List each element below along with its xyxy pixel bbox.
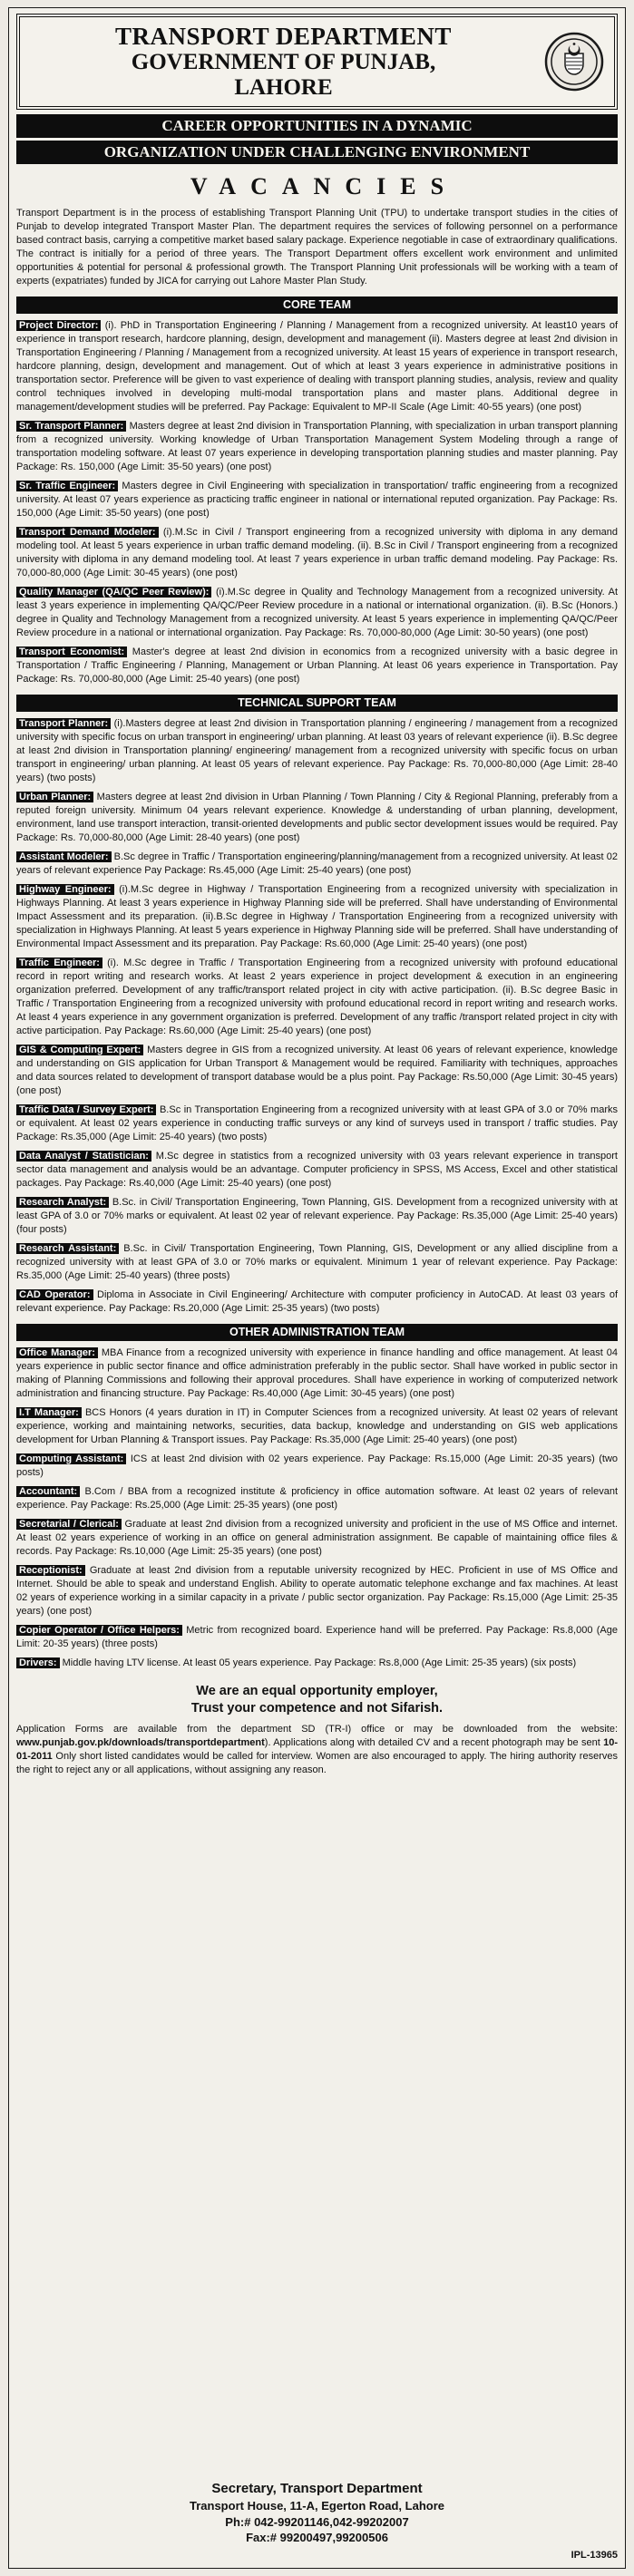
job-entry-traffic-engineer — [16, 957, 618, 1038]
job-description: B.Sc degree in Traffic / Transportation engineering/planning/management from a recognized university. At least 02 years of relevant experience Pay Package: Rs.45,000 (Age Limit: 25-40 years) (one post) — [16, 851, 618, 877]
equal-opportunity-statement — [16, 1683, 618, 1717]
job-title: Sr. Transport Planner: — [16, 421, 126, 432]
job-entry-data-analyst-statistician — [16, 1150, 618, 1191]
fax-numbers: Fax:# 99200497,99200506 — [246, 2531, 388, 2545]
job-description: Masters degree in Civil Engineering with specialization in transportation/ traffic engineering from a recognized university. At least 07 years experience as practicing traffic engineer in national or international reputed organization. Pay Package: Rs. 150,000 (Age Limit: 35-50 years) (one post) — [16, 481, 618, 520]
job-description: (i).Masters degree at least 2nd division in Transportation planning / engineering / management from a recognized university with specific focus on urban transport in engineering/ urban planning. At least 03 years of relevant experience (ii). B.Sc degree at least 2nd division in Transportation planning/ engineering/ management from a recognized university with specific focus on urban transport in engineering/ urban planning. At least 05 years of relevant experience. Pay Package: Rs. 70,000-80,000 (Age Limit: 28-40 years) (two posts) — [16, 718, 619, 784]
phone-numbers: Ph:# 042-99201146,042-99202007 — [225, 2514, 409, 2529]
job-description: Masters degree at least 2nd division in Transportation Planning, with specialization in urban transport planning from a recognized university. Working knowledge of Urban Transportation Management System Modeling through a range of transportation modeling software. At least 07 years experience in developing transportation planning studies and master planning. Pay Package: Rs. 150,000 (Age Limit: 35-50 years) (one post) — [16, 421, 619, 473]
job-entry-accountant — [16, 1485, 618, 1512]
job-description: (i). PhD in Transportation Engineering / Planning / Management from a recognized university. At least10 years of experience in transport research, hardcore planning, design, development and management (ii). Masters degree at least 2nd division in Transportation Engineering / Planning / Management from a recognized university. At least 15 years of experience in transport research, hardcore planning, design, development and management. Out of which at least 3 years experience in administrative positions in transportation sector. Preference will be given to vast experience of dealing with transport planning studies, analysis, review and quality control techniques involved in developing multi-modal transportation plans and master plans. Additional degree in management/development studies will be preferred. Pay Package: Equivalent to MP-II Scale (Age Limit: 40-55 years) (one post) — [16, 320, 618, 413]
job-title: Highway Engineer: — [16, 884, 114, 895]
job-entry-transport-planner — [16, 717, 618, 785]
job-entry-sr-transport-planner — [16, 420, 618, 474]
address: Transport House, 11-A, Egerton Road, Lahore — [190, 2499, 444, 2513]
job-description: (i).M.Sc degree in Quality and Technology Management from a recognized university. At least 3 years experience in implementing QA/QC/Peer Review procedure in a national or international organization. (ii). B.Sc (Honors.) degree in Quality and Technology Management from a recognized university. At least 5 years experience in implementing QA/QC/Peer Review procedure in a national or international organization. Pay Package: Rs. 70,000-80,000 (Age Limit: 30-50 years) (one post) — [16, 587, 618, 639]
job-entry-transport-demand-modeler — [16, 526, 618, 580]
job-description: B.Sc. in Civil/ Transportation Engineering, Town Planning, GIS. Development from a recognized university with at least GPA of 3.0 or 70% marks or equivalent. At least 02 year of relevant experience. Pay Package: Rs.35,000 (Age Limit: 25-40 years) (four posts) — [16, 1197, 618, 1236]
job-description: Masters degree in GIS from a recognized university. At least 06 years of relevant experience, knowledge and understanding on GIS application for Urban Transport & Management would be required. Familiarity with techniques, approaches and data sources related to development of transport database would be a plus point. Pay Package: Rs.50,000 (Age Limit: 30-45 years) (one post) — [16, 1045, 619, 1097]
application-text: Application Forms are available from the department SD (TR-I) office or may be downloaded from the website: — [16, 1724, 618, 1735]
job-title: Transport Economist: — [16, 646, 127, 657]
department-title: TRANSPORT DEPARTMENT — [115, 23, 452, 50]
ipl-reference-number: IPL-13965 — [571, 2550, 618, 2561]
job-description: B.Sc in Transportation Engineering from a recognized university with at least GPA of 3.0 or 70% marks or equivalent. At least 02 years experience in conducting traffic surveys or any kind of surveys used in transport / traffic studies. Pay Package: Rs.35,000 (Age Limit: 25-40 years) (two posts) — [16, 1104, 619, 1143]
job-description: (i). M.Sc degree in Traffic / Transportation Engineering from a recognized university with profound educational record in report writing and research works. At least 2 years experience in project development & execution in an engineering organization preferred. Development of any traffic/transport related project in city with active participation. (ii). B.Sc degree Basic in Traffic / Transportation Engineering from a recognized university with profound educational record in report writing and research works. At least 4 years experience in any government organization is preferred. Development of any traffic /transport related project in city with active participation. Pay Package: Rs.60,000 (Age Limit: 25-40 years) (one post) — [16, 957, 619, 1037]
job-title: Quality Manager (QA/QC Peer Review): — [16, 587, 211, 598]
job-title: Project Director: — [16, 320, 101, 331]
job-description: (i).M.Sc degree in Highway / Transportation Engineering from a recognized university with specialization in Highways Planning. At least 3 years experience in Highway Planning side will be preferred. Shall have understanding of Environmental Impact Assessment and its preparation. (ii).B.Sc degree in Highway / Transportation Engineering from a recognized university with specialization in Highways Planning. At least 5 years experience in Highway Planning side will be preferred. Shall have understanding of Environmental Impact Assessment and its preparation. Pay Package: Rs.60,000 (Age Limit: 25-40 years) (one post) — [16, 884, 618, 950]
job-entry-office-manager — [16, 1346, 618, 1401]
job-description: ICS at least 2nd division with 02 years experience. Pay Package: Rs.15,000 (Age Limit: 20-35 years) (two posts) — [16, 1453, 619, 1479]
job-entry-copier-operator-office-helpers — [16, 1624, 618, 1651]
government-title: GOVERNMENT OF PUNJAB, — [131, 50, 436, 75]
closing-line-2: Trust your competence and not Sifarish. — [190, 1701, 444, 1716]
career-banner — [16, 114, 618, 167]
job-title: Office Manager: — [16, 1347, 98, 1358]
job-title: Urban Planner: — [16, 792, 93, 802]
job-entry-quality-manager — [16, 586, 618, 640]
job-entry-computing-assistant — [16, 1453, 618, 1480]
job-entry-project-director — [16, 319, 618, 414]
job-description: Graduate at least 2nd division from a reputable university recognized by HEC. Proficient in use of MS Office and Internet. Should be able to speak and understand English. Ability to operate automatic telephone exchange and fax machines. At least 02 years of experience working in a similar capacity in a private / public sector organization. Pay Package: Rs.15,000 (Age Limit: 25-35 years) (one post) — [16, 1565, 619, 1618]
intro-paragraph: Transport Department is in the process of establishing Transport Planning Unit (TPU) to undertake transport studies in the cities of Punjab to develop integrated Transport Master Plan. The department requires the services of following personnel on a performance based contract basis, carrying a competitive market based salary package. Experience negotiable in case of extraordinary qualifications. The contract is initially for a period of three years. The Transport Department offers excellent work environment and unlimited opportunities & potential for personal & professional growth. The Transport Planning Unit professionals will be working with a team of experts (expatriates) funded by JICA for carrying out Lahore Master Plan Study. — [16, 208, 618, 287]
job-entry-research-analyst — [16, 1196, 618, 1237]
job-entry-it-manager — [16, 1406, 618, 1447]
job-title: Traffic Engineer: — [16, 957, 102, 968]
website-url: www.punjab.gov.pk/downloads/transportdepartment — [16, 1737, 265, 1749]
deadline-date: 10-01-2011 — [16, 1737, 618, 1763]
job-entry-urban-planner — [16, 791, 618, 845]
job-description: Graduate at least 2nd division from a recognized university and proficient in the use of MS Office and internet. At least 02 years experience of working in an office on general administration assignment. Be capable of maintaining office files & records. Pay Package: Rs.10,000 (Age Limit: 25-35 years) (one post) — [16, 1519, 618, 1558]
job-title: Secretarial / Clerical: — [16, 1519, 122, 1530]
application-text: Only short listed candidates would be called for interview. Women are also encouraged to apply. The hiring authority reserves the right to reject any or all applications, without assigning any reason. — [16, 1751, 618, 1776]
banner-line-2: ORGANIZATION UNDER CHALLENGING ENVIRONMENT — [16, 141, 618, 164]
city-title: LAHORE — [234, 75, 333, 101]
job-entry-transport-economist — [16, 646, 618, 686]
job-title: Research Analyst: — [16, 1197, 109, 1208]
signatory: Secretary, Transport Department — [211, 2481, 423, 2497]
header-titles — [29, 23, 538, 101]
banner-line-1: CAREER OPPORTUNITIES IN A DYNAMIC — [16, 114, 618, 138]
section-header-technical-support-team: TECHNICAL SUPPORT TEAM — [16, 695, 618, 712]
job-title: Receptionist: — [16, 1565, 85, 1576]
ad-header — [16, 14, 618, 110]
job-description: B.Com / BBA from a recognized institute & proficiency in office automation software. At least 02 years of relevant experience. Pay Package: Rs.25,000 (Age Limit: 25-35 years) (one post) — [16, 1486, 618, 1512]
job-title: Assistant Modeler: — [16, 851, 112, 862]
job-description: Middle having LTV license. At least 05 years experience. Pay Package: Rs.8,000 (Age Limit: 25-35 years) (six posts) — [62, 1657, 577, 1669]
job-title: CAD Operator: — [16, 1289, 93, 1300]
job-description: Metric from recognized board. Experience hand will be preferred. Pay Package: Rs.8,000 (Age Limit: 20-35 years) (three posts) — [16, 1625, 619, 1650]
job-entry-receptionist — [16, 1564, 618, 1619]
job-title: Computing Assistant: — [16, 1453, 126, 1464]
job-entry-drivers — [16, 1657, 618, 1670]
application-instructions — [16, 1723, 618, 1777]
vacancies-title: VACANCIES — [190, 173, 459, 200]
job-title: Accountant: — [16, 1486, 80, 1497]
job-description: BCS Honors (4 years duration in IT) in Computer Sciences from a recognized university. At least 02 years of relevant experience, working and maintaining networks, securities, data backup, knowledge and understanding on GIS web applications development for Urban Planning & Transport issues. Pay Package: Rs.35,000 (Age Limit: 25-40 years) (one post) — [16, 1407, 618, 1446]
job-title: Sr. Traffic Engineer: — [16, 481, 118, 491]
job-entry-gis-computing-expert — [16, 1044, 618, 1098]
job-description: M.Sc degree in statistics from a recognized university with 03 years relevant experience in transport sector data management and analysis would be an advantage. Computer proficiency in SPSS, MS Access, Excel and other statistical packages. Pay Package: Rs.40,000 (Age Limit: 25-40 years) (one post) — [16, 1151, 618, 1190]
job-title: Drivers: — [16, 1657, 60, 1668]
job-description: Masters degree at least 2nd division in Urban Planning / Town Planning / City & Regional Planning, preferably from a reputed foreign university. Minimum 04 years relevant experience. Knowledge & understanding of urban planning, development, environment, land use transport interaction, transit-oriented developments and public sector development issues would be required. Pay Package: Rs. 70,000-80,000 (Age Limit: 28-40 years) (one post) — [16, 792, 618, 844]
job-entry-sr-traffic-engineer — [16, 480, 618, 520]
job-title: Transport Demand Modeler: — [16, 527, 159, 538]
job-entry-assistant-modeler — [16, 851, 618, 878]
job-title: Traffic Data / Survey Expert: — [16, 1104, 156, 1115]
job-title: GIS & Computing Expert: — [16, 1045, 143, 1055]
job-description: Master's degree at least 2nd division in economics from a recognized university with a basic degree in Transportation / Traffic Engineering / Planning, Management or Urban Planning. At least 06 years experience in Transportation. Pay Package: Rs. 70,000-80,000 (Age Limit: 25-40 years) (one post) — [16, 646, 618, 685]
job-entry-cad-operator — [16, 1288, 618, 1316]
job-title: I.T Manager: — [16, 1407, 82, 1418]
punjab-government-crest-icon — [543, 31, 605, 92]
section-header-core-team: CORE TEAM — [16, 296, 618, 314]
job-description: Diploma in Associate in Civil Engineering/ Architecture with computer proficiency in AutoCAD. At least 03 years of relevant experience. Pay Package: Rs.20,000 (Age Limit: 25-35 years) (two posts) — [16, 1289, 619, 1315]
job-description: (i).M.Sc in Civil / Transport engineering from a recognized university with diploma in any demand modeling tool. At least 5 years experience in urban traffic demand modeling. (ii). B.Sc in Civil / Transport engineering from a recognized university with diploma in any demand modeling tool. At least 7 years experience in urban traffic demand modeling. Pay Package: Rs. 70,000-80,000 (Age Limit: 30-45 years) (one post) — [16, 527, 618, 579]
job-entry-research-assistant — [16, 1242, 618, 1283]
job-entry-highway-engineer — [16, 883, 618, 951]
job-title: Transport Planner: — [16, 718, 111, 729]
job-description: MBA Finance from a recognized university with experience in finance handling and office management. At least 04 years experience in public sector finance and office administration preferably in the public sector. Shall have worked in public sector in making of Planning Commissions and following their approval procedures. Shall have experience in working of computerized network administration and financing structure. Pay Package: Rs.40,000 (Age Limit: 30-45 years) (one post) — [16, 1347, 618, 1400]
job-title: Copier Operator / Office Helpers: — [16, 1625, 182, 1636]
job-title: Research Assistant: — [16, 1243, 119, 1254]
application-text: ). Applications along with detailed CV and a recent photograph may be sent — [264, 1737, 604, 1749]
advertisement — [8, 7, 626, 2569]
job-entry-secretarial-clerical — [16, 1518, 618, 1559]
closing-line-1: We are an equal opportunity employer, — [196, 1684, 438, 1699]
section-header-other-administration-team: OTHER ADMINISTRATION TEAM — [16, 1324, 618, 1341]
contact-footer — [16, 2480, 618, 2546]
job-entry-traffic-data-survey-expert — [16, 1103, 618, 1144]
job-description: B.Sc. in Civil/ Transportation Engineering, Town Planning, GIS, Development or any allied discipline from a recognized university with at least GPA of 3.0 or 70% marks or equivalent. Minimum 1 year of relevant experience. Pay Package: Rs.35,000 (Age Limit: 25-40 years) (three posts) — [16, 1243, 618, 1282]
job-title: Data Analyst / Statistician: — [16, 1151, 151, 1162]
spacer — [16, 1786, 618, 2478]
